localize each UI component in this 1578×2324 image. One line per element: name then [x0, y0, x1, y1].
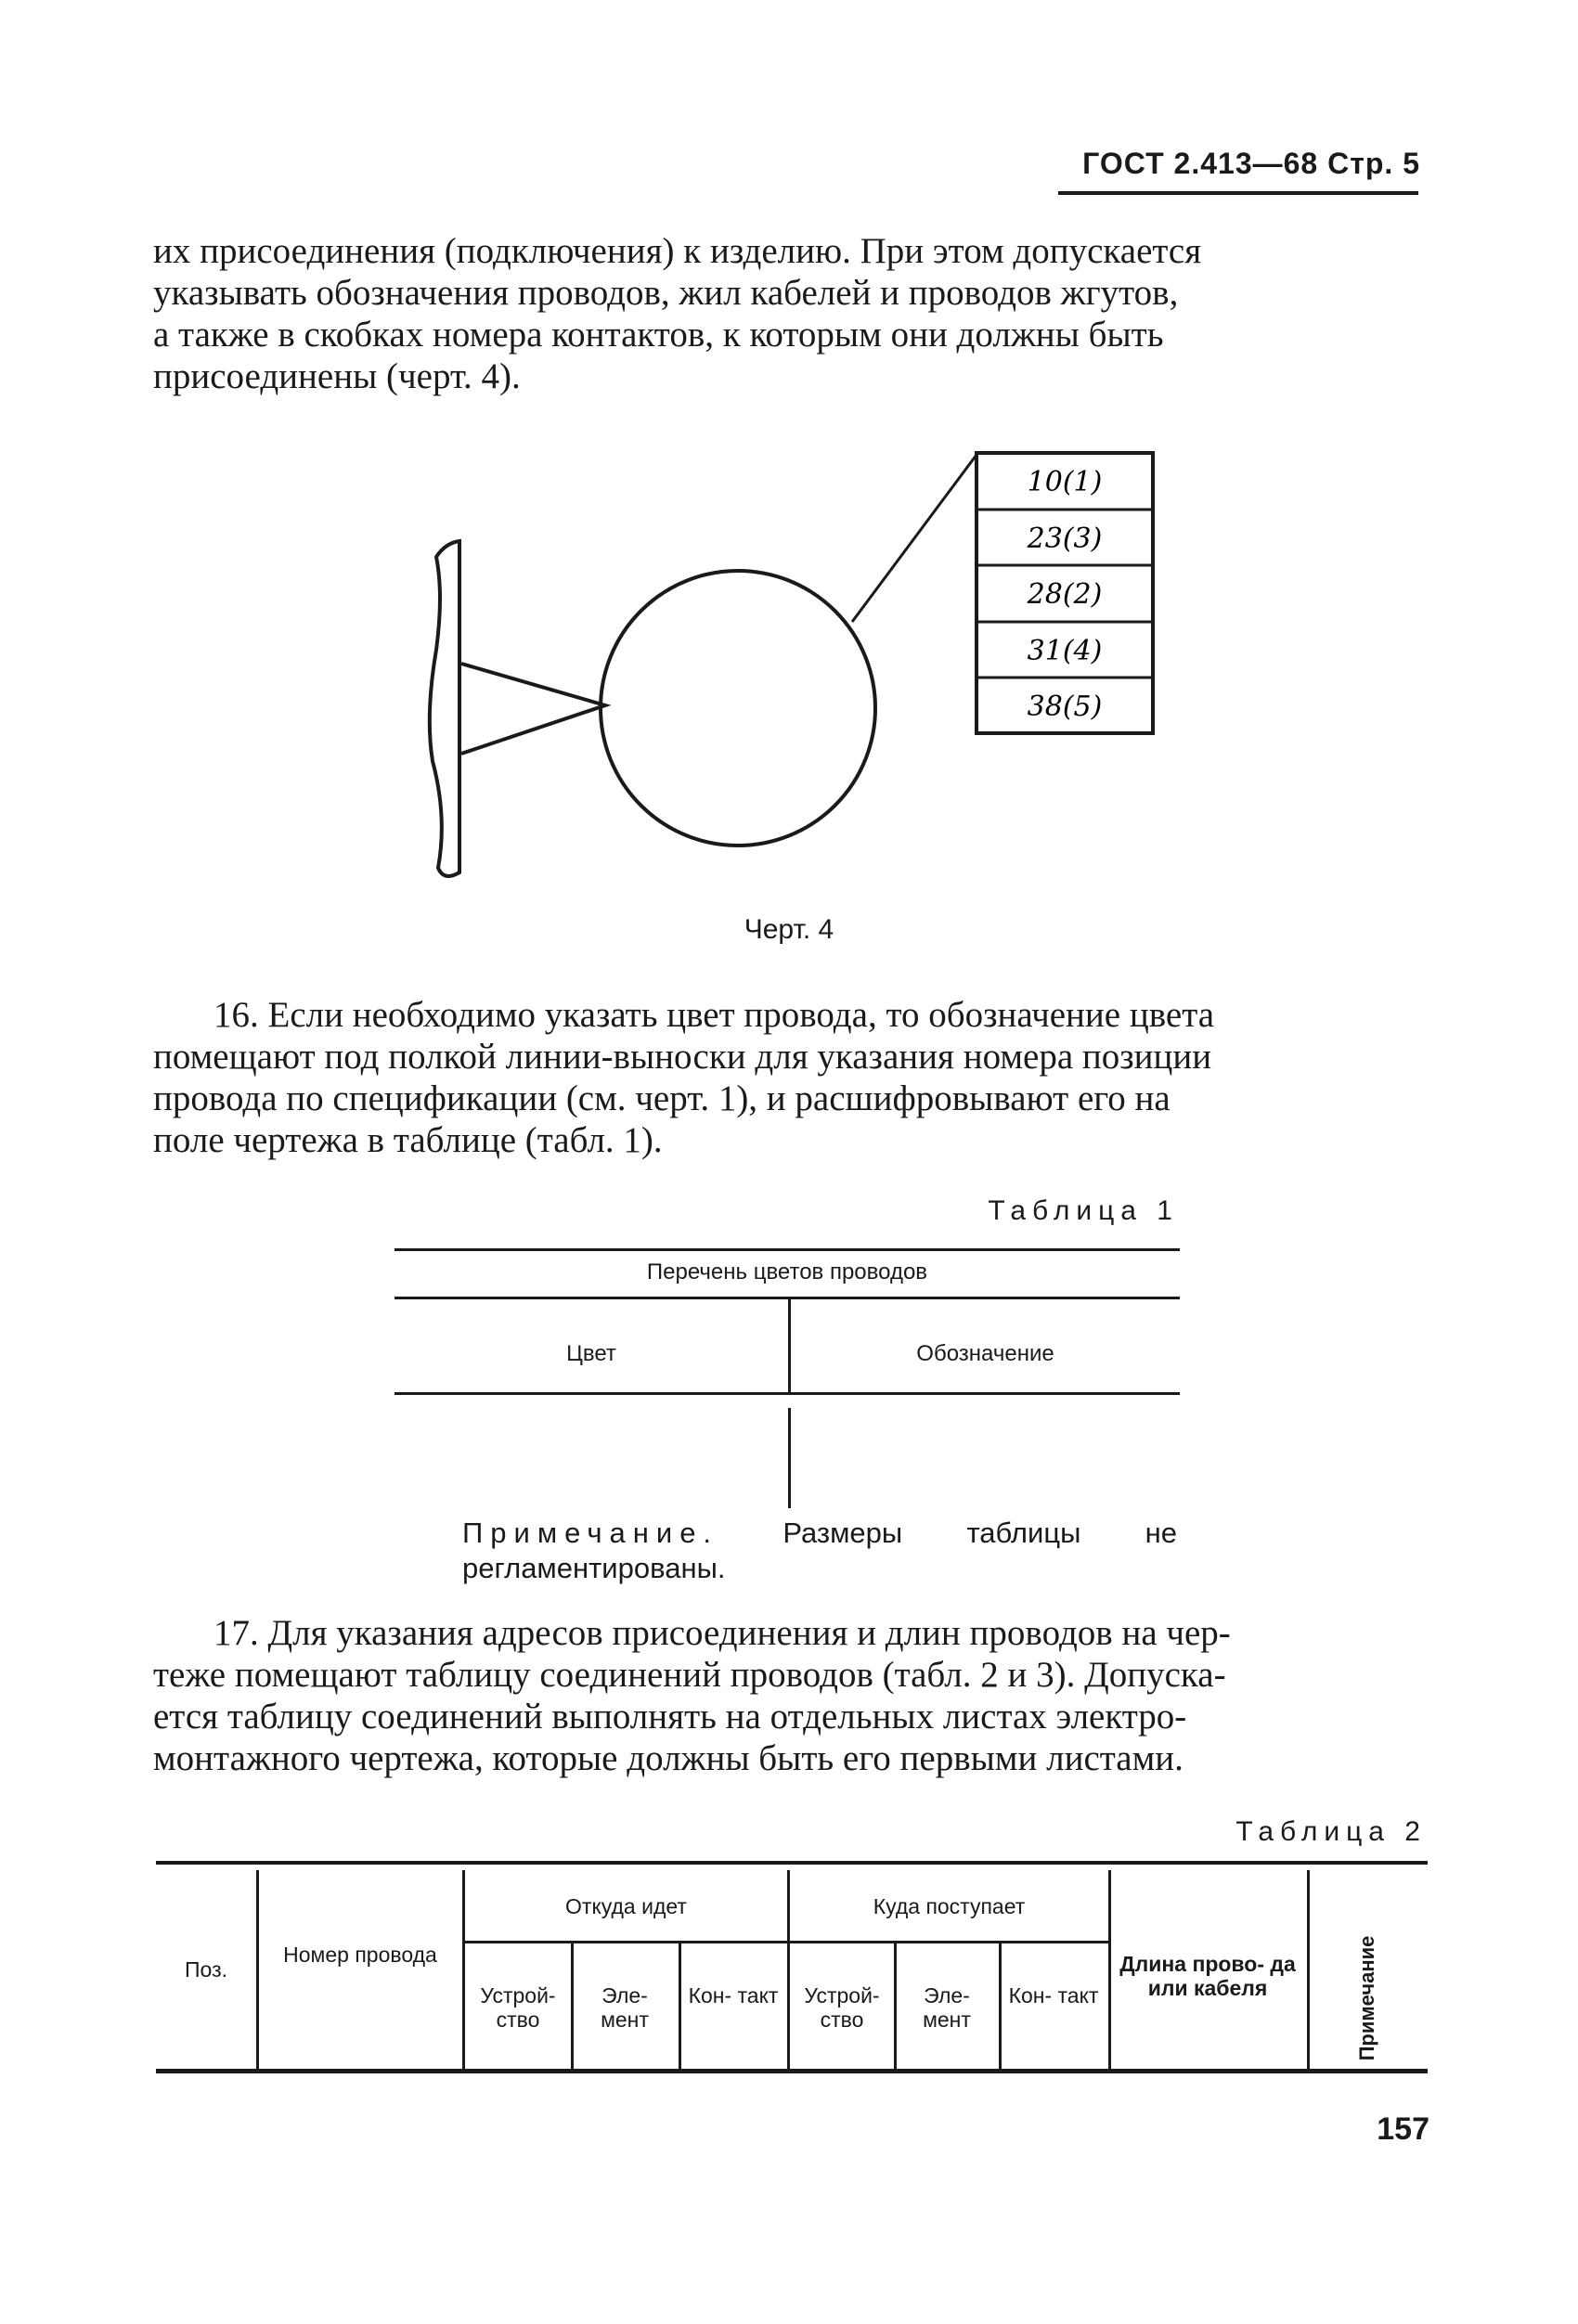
text-line: провода по спецификации (см. черт. 1), и расшифровывают его на — [153, 1078, 1171, 1118]
text-line: монтажного чертежа, которые должны быть его первыми листами. — [153, 1738, 1184, 1778]
column-header-from-device: Устрой- ство — [480, 1983, 556, 2032]
column-header-length: Длина прово- да или кабеля — [1119, 1952, 1296, 2000]
column-header-color: Цвет — [566, 1341, 616, 1366]
table-rule — [462, 1941, 787, 1943]
column-header-from-element: Эле- мент — [601, 1983, 649, 2032]
table-1-caption: Перечень цветов проводов — [646, 1259, 928, 1285]
group-header-to: Куда поступает — [873, 1894, 1026, 1918]
note-label: Примечание. — [462, 1517, 719, 1549]
contact-label: 38(5) — [1027, 691, 1103, 723]
contact-label: 23(3) — [1027, 523, 1103, 555]
table-rule — [394, 1248, 1180, 1251]
text-line: поле чертежа в таблице (табл. 1). — [153, 1120, 663, 1160]
text-line: ется таблицу соединений выполнять на отдельных листах электро- — [153, 1697, 1187, 1737]
connector-circle — [601, 571, 875, 846]
table-1 — [394, 1248, 1180, 1510]
column-header-designation: Обозначение — [916, 1341, 1054, 1366]
text-line: присоединены (черт. 4). — [153, 356, 521, 396]
table-2-title: Таблица 2 — [1235, 1816, 1427, 1847]
leader-line — [852, 455, 977, 622]
figure-caption: Черт. 4 — [744, 914, 834, 945]
paragraph-16 — [153, 994, 1420, 1161]
column-divider — [788, 1408, 791, 1508]
column-header-note: Примечание — [1355, 1935, 1378, 2061]
table-rule — [156, 1861, 1428, 1865]
contact-label: 10(1) — [1027, 466, 1103, 498]
text-line: указывать обозначения проводов, жил кабелей и проводов жгутов, — [153, 273, 1179, 313]
table-note — [462, 1516, 1177, 1586]
text-line: теже помещают таблицу соединений проводов (табл. 2 и 3). Допуска- — [153, 1655, 1226, 1695]
column-header-pos: Поз. — [185, 1957, 227, 1982]
note-text: Размеры таблицы не регламентированы. — [462, 1517, 1177, 1584]
page-number: 157 — [1377, 2111, 1429, 2147]
table-rule — [156, 2069, 1428, 2073]
panel-outline — [430, 541, 459, 876]
column-header-to-contact: Кон- такт — [1008, 1983, 1099, 2008]
column-divider — [571, 1943, 574, 2069]
contact-label: 28(2) — [1027, 578, 1103, 611]
column-header-from-contact: Кон- такт — [688, 1983, 779, 2008]
text-line: 17. Для указания адресов присоединения и длин проводов на чер- — [213, 1613, 1231, 1653]
table-2 — [156, 1861, 1428, 2072]
table-rule — [394, 1297, 1180, 1299]
paragraph-17 — [153, 1612, 1420, 1779]
text-line: а также в скобках номера контактов, к которым они должны быть — [153, 315, 1164, 355]
column-header-wire-number: Номер провода — [283, 1943, 437, 1967]
page-header: ГОСТ 2.413—68 Стр. 5 — [1082, 147, 1420, 180]
column-divider — [256, 1870, 259, 2069]
text-line: помещают под полкой линии-выноски для указания номера позиции — [153, 1037, 1212, 1077]
text-line: их присоединения (подключения) к изделию. При этом допускается — [153, 231, 1202, 271]
column-divider — [999, 1943, 1002, 2069]
leader-triangle — [461, 664, 605, 754]
table-rule — [394, 1392, 1180, 1395]
group-header-from: Откуда идет — [565, 1894, 687, 1918]
figure-4-drawing — [0, 0, 1578, 928]
column-header-to-device: Устрой- ство — [804, 1983, 880, 2032]
column-divider — [1307, 1870, 1310, 2069]
column-divider — [679, 1943, 681, 2069]
table-1-title: Таблица 1 — [988, 1195, 1179, 1226]
table-rule — [789, 1941, 1108, 1943]
column-divider — [894, 1943, 897, 2069]
column-header-to-element: Эле- мент — [923, 1983, 971, 2032]
contact-label: 31(4) — [1027, 635, 1103, 667]
text-line: 16. Если необходимо указать цвет провода, то обозначение цвета — [213, 995, 1215, 1035]
column-divider — [1108, 1870, 1111, 2069]
